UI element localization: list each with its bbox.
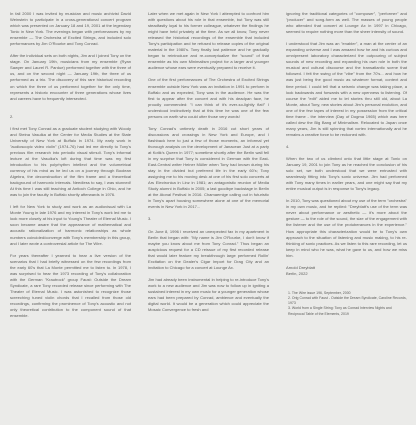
paragraph: After the individual sets on both nights, Jim and I joined Tony on the stage. On January 19th, musicians from my ensemble (Ryan Sawyer and Laurel R. Pardue) performed together with the three of us, and on the second night — January 19th, the three of us performed as a trio. The discovery of this rare historical recording on which the three of us performed together for the only time, represents a historic encounter of three generations whose lives and careers have to frequently intersected. <box>10 53 131 101</box>
paragraph: When the two of us climbed onto that little stage at Tonic on January 19, 2001 to join Tony as he reached the conclusion of his solo set, we both understood that we were entrusted with seamlessly fitting into Tony's sonic universe. Jim had performed with Tony many times in earlier years, and one might say that my entire musical output is in response to Tony's legacy. <box>286 155 407 192</box>
paragraph: Later when we met again in New York I attempted to confront him with questions about his role in that ensemble, but Tony was still steadfastly loyal to his former colleague, whatever the findings he might have held privately at the time. As we all know, Tony never released the historical recordings of the ensemble that included Tony's participation and he refused to release copies of the original material in the 1980's. Tony finally lost patience and he gradually began to reintroduce and re-conceptualize the "sound" of that ensemble as his own Minimalism project for a larger and younger audience whose ears were eventually prepared to receive it. <box>148 11 269 71</box>
paragraph: I first met Tony Conrad as a graduate student studying with Woody and Steina Vasulka at the Center for Media Studies at the State University of New York at Buffalo in 1974. My early work in "audioscopic video violin" (1974-76) had led me directly to Tony's previous film research into periodic visual stimuli. Tony's informal lecture at the Vasulka's loft during that time was my first introduction to his polyrhythm intellect and the volumetrical currency of his mind as he led us on a journey through Boolean Algebra, the deconstruction of the film frame and a theoretical background of harmonic intervals. Needless to say, I was stunned! At this time I was still teaching at Antioch College in Ohio, and he was to join the faculty in Buffalo shortly afterwards in 1976. <box>10 125 131 198</box>
paragraph: Tony Conrad's untimely death in 2016 cut short years of discussions and crossings in New York and Europe, and I flashback here to just a few of those moments, an informal yet thorough analysis on the development of Janacean Just at a party at Kotik's Queen in 1977; sometime shortly after the Berlin wall fell in my surprise that Tony is considered in German with the East-East-Central writer Heiner Müller when Tony had known during his stay in the divided but preferred life in the early 60's; Tony assigning me to his moving desk at one of his first solo concerts at Ars Electronica in Linz in 1981; an antagonistic reunion of Media Study alumni in Buffalo in 2005; a last goodbye backstage in Berlin at the Atonal Festival in 2016. Chamaemige calling out in futuristic in Tony's apart housing somewhere alone at one of the memorial events in New York in 2017... <box>148 125 269 210</box>
author-signature: Arnold Dreyblatt <box>286 264 316 270</box>
column-3 <box>286 11 407 317</box>
paragraph: One of the first performances of The Orchestra of Excited Strings ensemble outside New York was an invitation in 1991 to perform in Buffalo and as expected, Tony was in the audience. He was the first to appear after the concert and with his deadpan face, he proudly commended: "I can think of it's ever-so-lightly flat!" I understood instinctively that at this time he was one of the few persons on earth who could utter those very words! <box>148 77 269 119</box>
column-2 <box>148 11 269 319</box>
paragraph: I left for New York to study and work as an audiovisual with La Monte Young in late 1976 and my interest in Tony's work led me to look more closely at his input to Young's Theater of Eternal Music. I soon became aware that the appearance of mathematical and acoustic rationalization of harmonic relationships as whole numbers coincided/converge with Tony's membership in this group, and I later wrote a controversial article for The Wire. <box>10 204 131 246</box>
footnotes <box>286 291 407 317</box>
footnote: 2. Orig Conrad with Faust - Outside the Dream Syndicate, Caroline Records, 1973 <box>288 296 407 306</box>
paragraph: Jim had already been instrumental in helping to re-introduce Tony's work to a new audience and Jim was now to follow up in igniting a sustained interest in my own music for a younger generation whose ears had been prepared by Conrad, ambience and eventually the digital world. It would be a generation which could appreciate the Mosaic Convergence to fresh and <box>148 276 269 313</box>
column-1 <box>10 11 131 325</box>
paragraph: In fall 2000 I was invited by musician and music archivist David Weinstein to participate in a cross-generational concert program which was presented on January 18 and 19, 2001 at the legendary Tonic in New York. The evenings began with performances by my ensemble — The Orchestra of Excited Strings, and included solo performances by Jim O'Rourke and Tony Conrad. <box>10 11 131 47</box>
paragraph: ignoring the traditional categories of "composer", "performer" and "producer" and song-form as well. The masses of young people who attended that concert at Lounge Ax in 1997 in Chicago, seemed to require nothing more than the sheer intensity of sound. <box>286 11 407 35</box>
paragraph: On June 8, 1996 I received an unexpected fax in my apartment in Berlin that began with: "My name is Jim O'Rourke, I don't know if maybe you know about me from Tony Conrad." Thus began an auspicious request for a CD reissue of my first recorded release that would later feature my breakthrough large performed Rollin' Excitation on the Dealer's Cigar Import for Drag City and an invitation to Chicago for a concert at Lounge Ax. <box>148 228 269 270</box>
footnote: 1. The Wire issue 196, September, 2000 <box>288 290 351 295</box>
paragraph: In 2010, Tony was questioned about my use of the term "orchestra" in my own music, and he replied: "Dreyblatt's use of the term was never about performance or aesthetic — it's more about the gesture — to the role of the sound, the size of the engagement with the listener and the use of the protuberances in the experience." How appropriate this characterization would be to Tony's own approach to the situation of listening and music making, to his re-thinking of sonic practices. As we listen to this rare recording, let us keep in mind who he was, what he gave to us, and how we miss him. <box>286 198 407 258</box>
signature-place-date: Berlin, 2022 <box>286 270 308 276</box>
section-number: 2. <box>10 113 14 119</box>
paragraph: I understood that Jim was an "enabler", a man at the center of an expanding universe and I was amazed how he and his curious and omnipresent laboratory characterized the outpouring of subject sounds of new recording and expanding his own role in both the musical and cultural discourse and the transatlantic scene that followed. I felt the swing of the "vibe" from the 70's... and how he was just being the good music as whatever format, context and time period. I could tell that a seismic change was taking place, a look backwards and forwards with a new openness to listening. Of course the "edit" aided me to let stories thru still old, about La Monte, about Tony, new stories about Jim's personal evolution, and one of the few tapes of interest in my possession from the critical time frame - the interview (Day of Dogma 1965) which was here called dew the Big Bang of Minimalism. Relocated to Japan once many years, Jim is still spinning that vortex internationally and he remains a creative force to be reckoned with. <box>286 41 407 137</box>
footnote: 3. World from a Single String: Tony as Conrad Interview Nights and Reciprocal Table of the Elements, 2019 <box>288 306 392 316</box>
section-number: 4. <box>286 143 290 149</box>
paragraph: For years thereafter I yearned to hear a live version of the scenarios that I had briefly witnessed on the few recordings from the early 60's that La Monte permitted me to listen to. In 1978, I was surprised to hear the 1973 recording of Tony's collaboration with the German "Krautrock" group Faust: Outside the Dream Syndicate, a rare Tony recorded release since performing with The Theater of Eternal Music. I was astonished to recognize those screeching tuned violin chords that I recalled from those old recordings, confirming the prominence of Tony's acoustic and not only theoretical contribution to the component sound of that ensemble. <box>10 252 131 319</box>
section-number: 3. <box>148 216 152 222</box>
